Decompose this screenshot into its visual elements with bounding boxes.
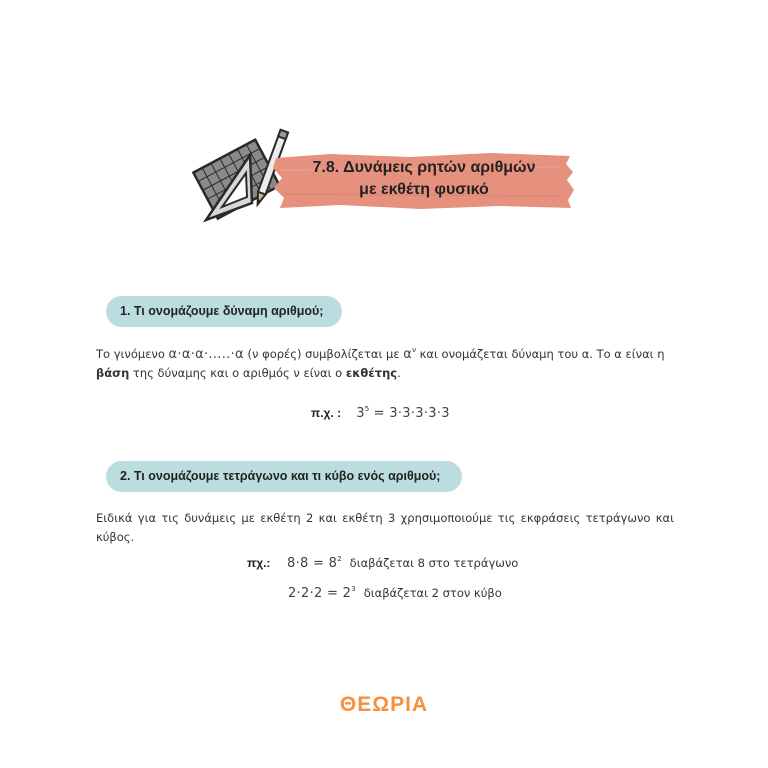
section-1-heading: 1. Τι ονομάζουμε δύναμη αριθμού; bbox=[106, 296, 342, 327]
title-line-2: με εκθέτη φυσικό bbox=[359, 181, 489, 198]
section-1-paragraph bbox=[96, 341, 676, 383]
square-lhs: 8·8 = 8 bbox=[287, 556, 338, 571]
cube-lhs: 2·2·2 = 2 bbox=[288, 586, 352, 601]
p1-mid2: και ονομάζεται δύναμη του α. Το α είναι η bbox=[416, 347, 665, 361]
p1-mid3: της δύναμης και ο αριθμός ν είναι ο bbox=[129, 366, 346, 380]
square-exponent: 2 bbox=[337, 555, 342, 563]
term-base: βάση bbox=[96, 366, 130, 380]
p1-mid1: (ν φορές) συμβολίζεται με bbox=[243, 347, 404, 361]
section-2-paragraph: Ειδικά για τις δυνάμεις με εκθέτη 2 και εκθέτη 3 χρησιμοποιούμε τις εκφράσεις τετράγωνο και κύβος. bbox=[96, 511, 674, 544]
section-1-example bbox=[311, 402, 450, 421]
p1-end: . bbox=[397, 366, 401, 380]
example-label-2: πχ.: bbox=[247, 556, 271, 570]
cube-example bbox=[288, 582, 502, 601]
square-description: διαβάζεται 8 στο τετράγωνο bbox=[349, 556, 519, 570]
power-base: α bbox=[403, 347, 413, 362]
footer-label: ΘΕΩΡΙΑ bbox=[339, 693, 429, 716]
title-line-1: 7.8. Δυνάμεις ρητών αριθμών bbox=[312, 159, 536, 176]
product-expression: α·α·α·.....·α bbox=[168, 347, 244, 362]
example-base: 3 bbox=[356, 406, 365, 421]
page-title bbox=[290, 157, 558, 201]
cube-exponent: 3 bbox=[351, 585, 356, 593]
power-exponent: ν bbox=[412, 346, 416, 354]
term-exponent: εκθέτης bbox=[345, 366, 398, 380]
section-2-heading: 2. Τι ονομάζουμε τετράγωνο και τι κύβο ενός αριθμού; bbox=[106, 461, 462, 492]
p1-start: Το γινόμενο bbox=[96, 347, 169, 361]
square-example bbox=[247, 552, 518, 571]
example-exponent: 5 bbox=[364, 405, 370, 413]
example-label: π.χ. : bbox=[311, 406, 342, 420]
example-expansion: = 3·3·3·3·3 bbox=[369, 406, 450, 421]
cube-description: διαβάζεται 2 στον κύβο bbox=[363, 586, 502, 600]
